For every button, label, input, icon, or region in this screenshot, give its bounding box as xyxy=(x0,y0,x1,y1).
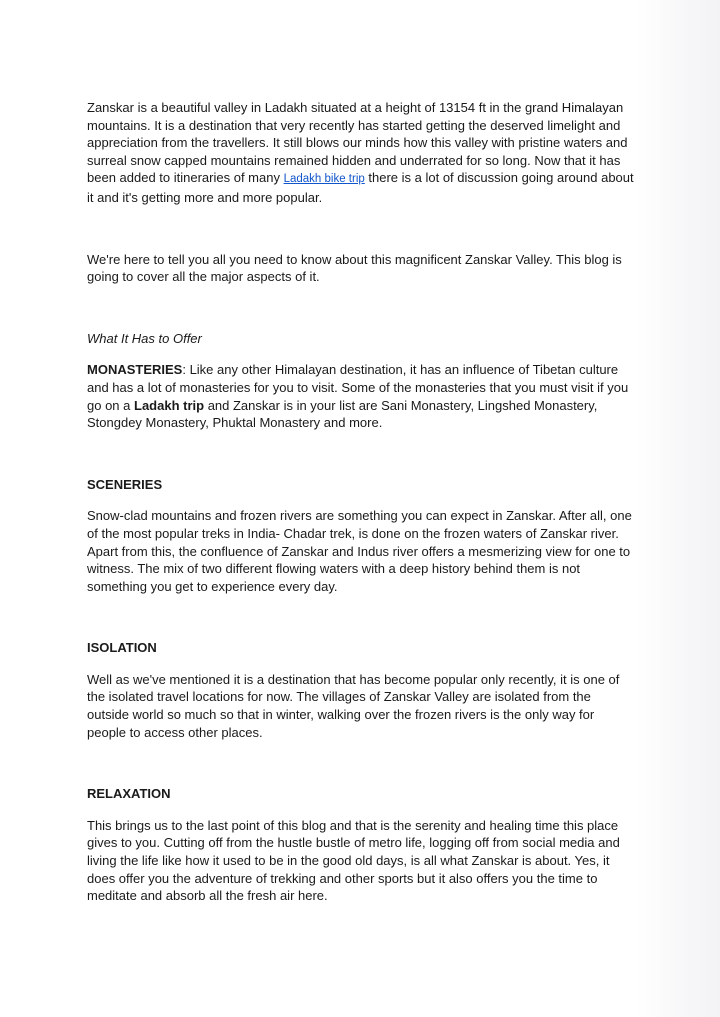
spacer xyxy=(87,286,635,330)
ladakh-bike-trip-link[interactable]: Ladakh bike trip xyxy=(283,173,365,186)
monasteries-label: MONASTERIES xyxy=(87,362,183,378)
document-body xyxy=(87,99,635,905)
spacer xyxy=(87,432,635,476)
isolation-paragraph: Well as we've mentioned it is a destination that has become popular only recently, it is one of the isolated travel locations for now. The villages of Zanskar Valley are isolated from the outside world so much so that in winter, walking over the frozen rivers is the only way for people to access other places. xyxy=(87,671,620,740)
relaxation-heading: RELAXATION xyxy=(87,786,171,802)
monasteries-text-1: : Like any other Himalayan destination, it has an influence of Tibetan culture and has a lot of monasteries for you to visit. Some of the monasteries that you must visit if you go on a xyxy=(87,362,629,413)
sceneries-heading: SCENERIES xyxy=(87,476,163,492)
intro-paragraph xyxy=(87,99,635,207)
spacer xyxy=(87,347,635,361)
monasteries-paragraph xyxy=(87,361,635,431)
spacer xyxy=(87,657,635,671)
spacer xyxy=(87,803,635,817)
spacer xyxy=(87,741,635,785)
offer-heading: What It Has to Offer xyxy=(87,330,202,346)
page-edge-shadow xyxy=(636,0,720,1017)
isolation-heading: ISOLATION xyxy=(87,640,157,656)
intro-text-after-link: there is a lot of discussion going around about it and it's getting more and more popular. xyxy=(87,170,634,205)
spacer xyxy=(87,493,635,507)
intro-text-before-link: Zanskar is a beautiful valley in Ladakh situated at a height of 13154 ft in the grand Himalayan mountains. It is a destination that very recently has started getting the deserved limelight and appreciation from the travellers. It still blows our minds how this valley with pristine waters and surreal snow capped mountains remained hidden and underrated for so long. Now that it has been added to itineraries of many xyxy=(87,100,628,186)
spacer xyxy=(87,595,635,639)
relaxation-paragraph: This brings us to the last point of this blog and that is the serenity and healing time this place gives to you. Cutting off from the hustle bustle of metro life, logging off from social media and living the life like how it used to be in the good old days, is all what Zanskar is about. Yes, it does offer you the adventure of trekking and other sports but it also offers you the time to meditate and absorb all the fresh air here. xyxy=(87,817,620,904)
spacer xyxy=(87,207,635,251)
second-paragraph: We're here to tell you all you need to know about this magnificent Zanskar Valley. This blog is going to cover all the major aspects of it. xyxy=(87,251,622,285)
monasteries-text-2: and Zanskar is in your list are Sani Monastery, Lingshed Monastery, Stongdey Monastery, Phuktal Monastery and more. xyxy=(87,397,598,431)
sceneries-paragraph: Snow-clad mountains and frozen rivers are something you can expect in Zanskar. After all, one of the most popular treks in India- Chadar trek, is done on the frozen waters of Zanskar river. Apart from this, the confluence of Zanskar and Indus river offers a mesmerizing view for one to witness. The mix of two different flowing waters with a deep history behind them is not something you get to experience every day. xyxy=(87,508,632,594)
ladakh-trip-phrase: Ladakh trip xyxy=(134,397,205,413)
